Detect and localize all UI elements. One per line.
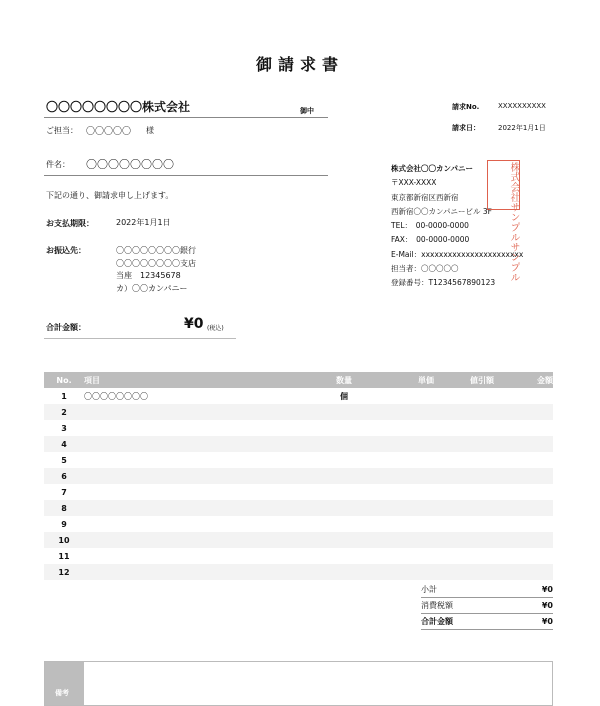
totals-value: ¥0 (541, 601, 553, 610)
contact-label: ご担当： (46, 126, 78, 135)
table-cell: 6 (61, 471, 67, 481)
table-header: No. 項目 数量 単価 値引額 金額 (44, 372, 553, 388)
table-row (44, 484, 553, 500)
totals-label: 合計金額 (421, 617, 453, 626)
table-cell: 1 (61, 391, 67, 401)
table-row (44, 564, 553, 580)
totals-label: 小計 (421, 585, 437, 594)
table-cell: 7 (61, 487, 67, 497)
table-row (44, 516, 553, 532)
issuer-info: 株式会社〇〇カンパニー 〒XXX-XXXX 東京都新宿区西新宿 西新宿〇〇カンパニービル 3F TEL： 00-0000-0000 FAX： 00-0000-0000 E-Mail：xxxxxxxxxxxxxxxxxxxxxxx 担当者：〇〇〇〇〇 登録番号：T1234567890123 (391, 164, 524, 288)
notes-box[interactable] (44, 661, 553, 706)
table-row (44, 436, 553, 452)
notes-label: 備考 (45, 662, 84, 705)
tax-included: (税込) (207, 325, 224, 332)
table-row (44, 404, 553, 420)
table-row (44, 452, 553, 468)
table-row (44, 548, 553, 564)
contact-suffix: 様 (146, 126, 154, 135)
table-cell: 2 (61, 407, 67, 417)
table-cell: 12 (58, 567, 70, 577)
totals-row (421, 614, 553, 630)
contact-name: 〇〇〇〇〇 (86, 127, 132, 137)
subject: 〇〇〇〇〇〇〇〇 (86, 158, 174, 171)
items-table (44, 372, 553, 580)
table-row (44, 500, 553, 516)
invoice-date: 2022年1月1日 (498, 124, 546, 132)
intro-text: 下記の通り、御請求申し上げます。 (46, 191, 174, 200)
totals-label: 消費税額 (421, 601, 453, 610)
total-label: 合計金額： (46, 323, 86, 332)
invoice-date-label: 請求日： (452, 124, 480, 132)
invoice-no: XXXXXXXXXX (498, 102, 546, 110)
table-cell: 8 (61, 503, 67, 513)
bank-label: お振込先： (46, 246, 86, 255)
due-label: お支払期限： (46, 219, 94, 228)
table-cell: 4 (61, 439, 67, 449)
invoice-no-label: 請求No. (452, 103, 480, 111)
table-cell: 11 (58, 551, 70, 561)
table-cell: 個 (340, 391, 348, 401)
table-cell: 10 (58, 535, 70, 545)
table-cell: 5 (61, 455, 67, 465)
table-row (44, 468, 553, 484)
honorific: 御中 (300, 107, 314, 115)
client-name: 〇〇〇〇〇〇〇〇株式会社 (46, 100, 191, 114)
subject-label: 件名： (46, 160, 70, 169)
table-row (44, 388, 553, 404)
table-cell: 3 (61, 423, 67, 433)
table-cell: 9 (61, 519, 67, 529)
totals-row (421, 582, 553, 598)
totals-value: ¥0 (541, 585, 553, 594)
document-title: 御請求書 (255, 55, 344, 74)
totals-row (421, 598, 553, 614)
bank-info: 〇〇〇〇〇〇〇〇銀行 〇〇〇〇〇〇〇〇支店 当座 12345678 カ）〇〇カンパニー (116, 246, 196, 293)
totals-summary (421, 582, 553, 630)
table-row (44, 532, 553, 548)
total-amount: ¥0 (184, 316, 204, 332)
due-date: 2022年1月1日 (116, 218, 171, 227)
company-seal-stamp: 株式会社 サンプル サンプル (487, 160, 520, 210)
table-cell: 〇〇〇〇〇〇〇〇 (84, 391, 148, 401)
table-row (44, 420, 553, 436)
totals-value: ¥0 (541, 617, 553, 626)
